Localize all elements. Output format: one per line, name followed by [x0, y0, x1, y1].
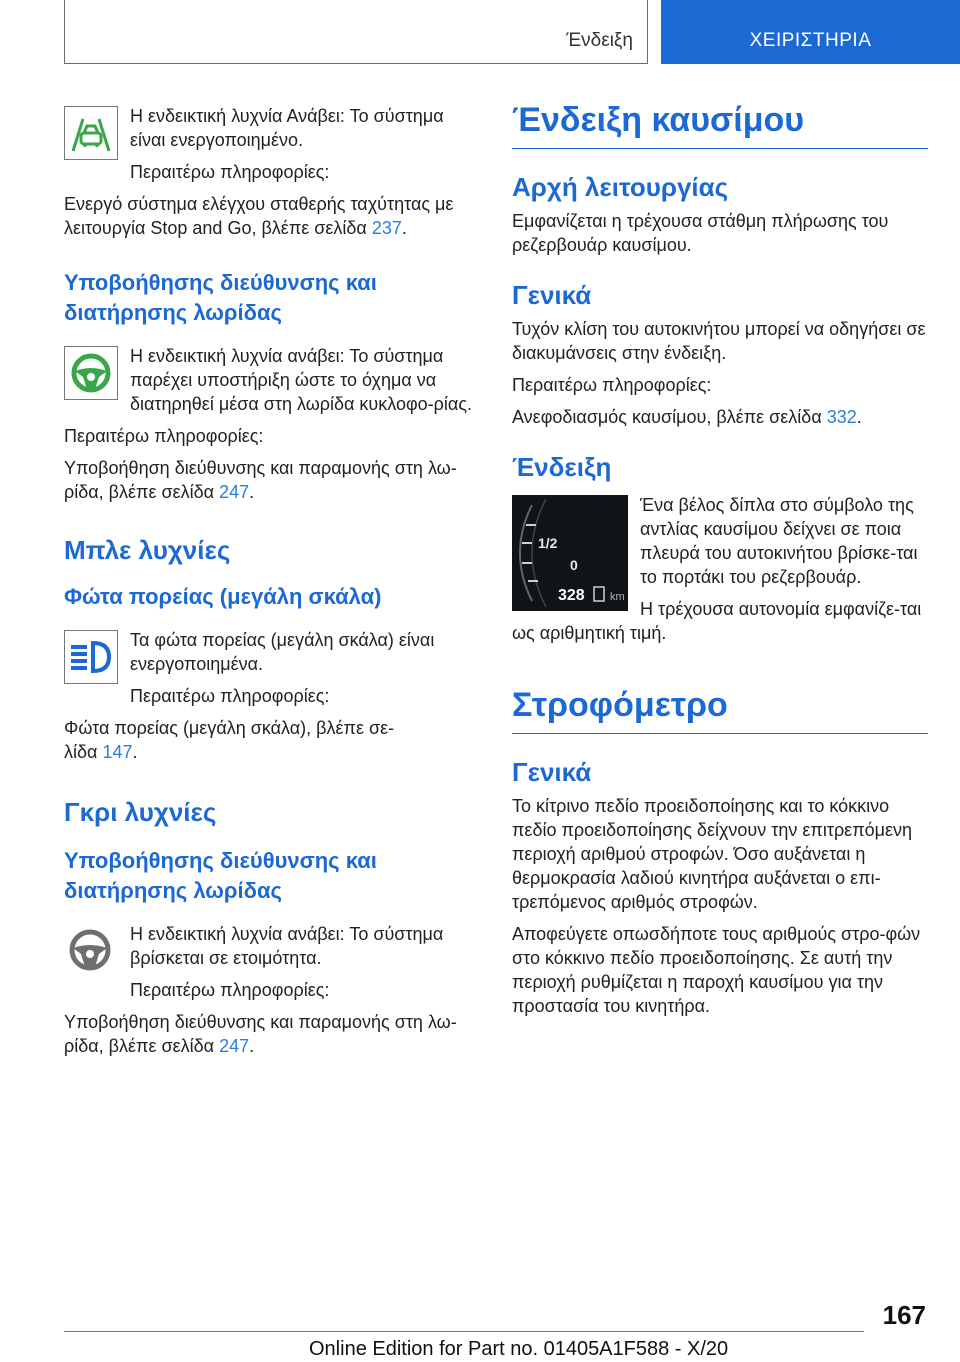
heading-steering-assist-1: Υποβοήθησης διεύθυνσης και διατήρησης λωρίδας — [64, 270, 377, 325]
lane-assist-car-icon — [64, 106, 118, 160]
header-chapter-title: ΧΕΙΡΙΣΤΗΡΙΑ — [749, 30, 872, 51]
fuel-display-block — [512, 491, 928, 645]
header-chapter-tab[interactable] — [661, 0, 960, 64]
steering-assist-active-more-label: Περαιτέρω πληροφορίες: — [64, 426, 264, 446]
page-link-237[interactable]: 237 — [371, 218, 402, 238]
gauge-mark-half: 1/2 — [538, 535, 558, 551]
steering-assist-standby-reference: Υποβοήθηση διεύθυνσης και παραμονής στη λω-ρίδα, βλέπε σελίδα 247. — [64, 1012, 457, 1056]
page-link-332[interactable]: 332 — [826, 407, 857, 427]
heading-general-fuel: Γενικά — [512, 280, 592, 310]
heading-display: Ένδειξη — [512, 452, 612, 482]
gauge-range-value: 328 — [558, 587, 585, 604]
steering-assist-active-reference: Υποβοήθηση διεύθυνσης και παραμονής στη λω-ρίδα, βλέπε σελίδα 247. — [64, 458, 457, 502]
header-section-title: Ένδειξη — [566, 30, 633, 51]
high-beam-more-label: Περαιτέρω πληροφορίες: — [130, 686, 330, 706]
principle-text: Εμφανίζεται η τρέχουσα στάθμη πλήρωσης του ρεζερβουάρ καυσίμου. — [512, 211, 889, 255]
display-arrow-text: Ένα βέλος δίπλα στο σύμβολο της αντλίας καυσίμου δείχνει σε ποια πλευρά του αυτοκινήτου βρίσκε-ται το πορτάκι του ρεζερβουάρ. — [640, 495, 918, 587]
refuel-reference: Ανεφοδιασμός καυσίμου, βλέπε σελίδα 332. — [512, 407, 862, 427]
general-fuel-text: Τυχόν κλίση του αυτοκινήτου μπορεί να οδηγήσει σε διακυμάνσεις στην ένδειξη. — [512, 319, 926, 363]
general-fuel-more-label: Περαιτέρω πληροφορίες: — [512, 375, 712, 395]
steering-assist-standby-more-label: Περαιτέρω πληροφορίες: — [130, 980, 330, 1000]
heading-steering-assist-2: Υποβοήθησης διεύθυνσης και διατήρησης λωρίδας — [64, 848, 377, 903]
high-beam-block — [64, 624, 476, 708]
high-beam-text: Τα φώτα πορείας (μεγάλη σκάλα) είναι ενεργοποιημένα. — [130, 630, 435, 674]
page-link-247-a[interactable]: 247 — [219, 482, 250, 502]
high-beam-reference: Φώτα πορείας (μεγάλη σκάλα), βλέπε σε-λίδα 147. — [64, 718, 395, 762]
lane-assist-reference: Ενεργό σύστημα ελέγχου σταθερής ταχύτητας με λειτουργία Stop and Go, βλέπε σελίδα 237. — [64, 194, 454, 238]
steering-wheel-green-icon — [64, 346, 118, 400]
heading-blue-lights: Μπλε λυχνίες — [64, 535, 231, 565]
heading-tachometer: Στροφόμετρο — [512, 685, 928, 734]
high-beam-icon — [64, 630, 118, 684]
display-range-text: Η τρέχουσα αυτονομία εμφανίζε-ται ως αριθμητική τιμή. — [512, 599, 922, 643]
lane-assist-block — [64, 100, 476, 184]
tacho-warning-text: Το κίτρινο πεδίο προειδοποίησης και το κόκκινο πεδίο προειδοποίησης δείχνουν την επιτρεπόμενη περιοχή αριθμού στροφών. Όσο αυξάνεται η θερμοκρασία λαδιού κινητήρα αυξάνεται ο επι-τρεπόμενος αριθμός στροφών. — [512, 796, 913, 912]
steering-assist-standby-text: Η ενδεικτική λυχνία ανάβει: Το σύστημα βρίσκεται σε ετοιμότητα. — [130, 924, 444, 968]
steering-assist-standby-block — [64, 918, 476, 1002]
gauge-range-unit: km — [610, 591, 625, 603]
header-section-box — [64, 0, 648, 64]
heading-principle: Αρχή λειτουργίας — [512, 172, 729, 202]
heading-general-tacho: Γενικά — [512, 757, 592, 787]
page-number: 167 — [882, 1300, 926, 1330]
lane-assist-more-label: Περαιτέρω πληροφορίες: — [130, 162, 330, 182]
tacho-avoid-text: Αποφεύγετε οπωσδήποτε τους αριθμούς στρο-φών στο κόκκινο πεδίο προειδοποίησης. Σε αυτή την περιοχή ρυθμίζεται η παροχή καυσίμου για την προστασία του κινητήρα. — [512, 924, 921, 1016]
heading-grey-lights: Γκρι λυχνίες — [64, 797, 217, 827]
right-column — [512, 100, 928, 1018]
gauge-mark-zero: 0 — [570, 557, 578, 573]
footer-edition: Online Edition for Part no. 01405A1F588 - X/20 — [309, 1338, 729, 1360]
page-link-247-b[interactable]: 247 — [219, 1036, 250, 1056]
lane-assist-text: Η ενδεικτική λυχνία Ανάβει: Το σύστημα είναι ενεργοποιημένο. — [130, 106, 444, 150]
footer-divider — [64, 1331, 864, 1332]
steering-assist-active-block — [64, 340, 476, 416]
heading-fuel-gauge: Ένδειξη καυσίμου — [512, 100, 928, 149]
steering-assist-active-text: Η ενδεικτική λυχνία ανάβει: Το σύστημα παρέχει υποστήριξη ώστε το όχημα να διατηρηθεί μέσα στη λωρίδα κυκλοφο-ρίας. — [130, 346, 472, 414]
fuel-gauge-image — [512, 495, 628, 611]
page-link-147[interactable]: 147 — [102, 742, 133, 762]
steering-wheel-grey-icon — [64, 924, 118, 978]
heading-high-beam: Φώτα πορείας (μεγάλη σκάλα) — [64, 584, 382, 609]
left-column — [64, 100, 476, 1058]
